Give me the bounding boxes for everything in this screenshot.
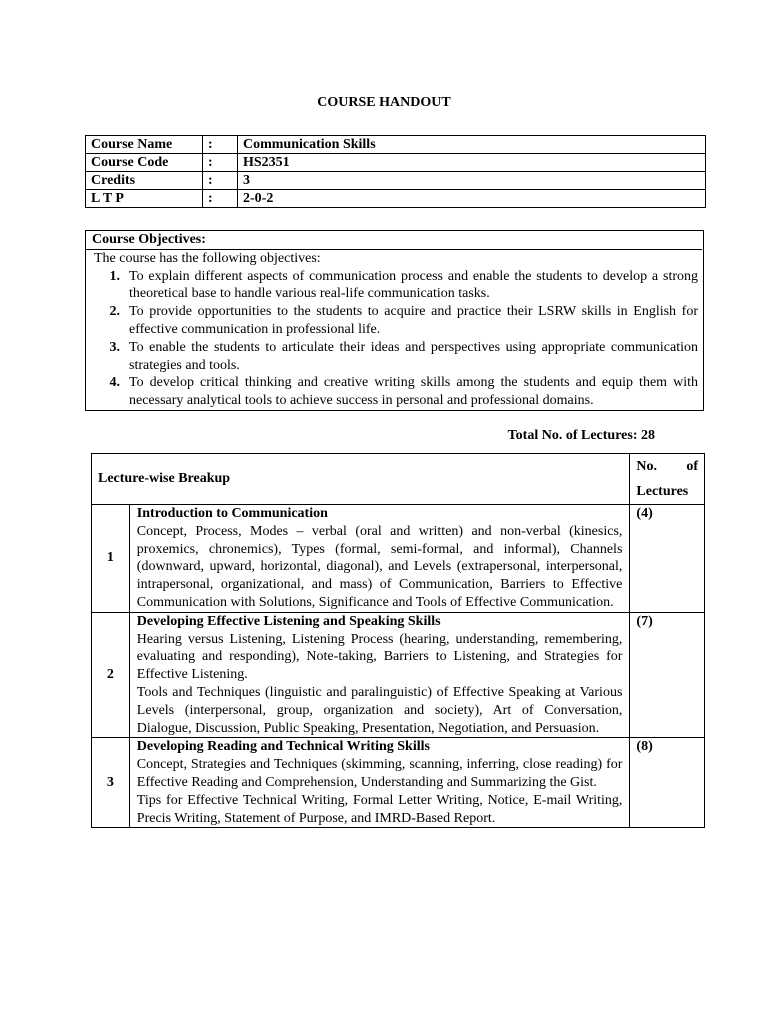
unit-description: [129, 612, 630, 738]
unit-lectures: (4): [630, 505, 705, 613]
unit-content: Tools and Techniques (linguistic and paralinguistic) of Effective Speaking at Various Levels (interpersonal, group, organization and society), Art of Conversation, Dialogue, Discussion, Public Speaking, Presentation, Negotiation, and Persuasion.: [136, 684, 623, 736]
objective-text: To develop critical thinking and creative writing skills among the students and equip them with necessary analytical tools to achieve success in personal and professional domains.: [129, 375, 698, 409]
credits-row: [86, 172, 706, 190]
unit-lectures: (7): [630, 612, 705, 738]
lecture-breakup-table: [91, 453, 705, 828]
info-value: 2-0-2: [238, 190, 706, 208]
objective-item: [86, 303, 702, 339]
objective-number: 4.: [109, 375, 120, 391]
course-code-row: [86, 154, 706, 172]
objectives-intro: The course has the following objectives:: [94, 250, 321, 266]
page-title: COURSE HANDOUT: [317, 95, 451, 110]
info-label: Course Name: [86, 136, 203, 154]
unit-row: [92, 612, 705, 738]
objective-item: [86, 268, 702, 304]
breakup-header-row: [92, 454, 705, 505]
course-name-row: [86, 136, 706, 154]
objective-text: To provide opportunities to the students to acquire and practice their LSRW skills in English for effective communication in professional life.: [129, 304, 698, 337]
unit-content: Tips for Effective Technical Writing, Formal Letter Writing, Notice, E-mail Writing, Precis Writing, Statement of Purpose, and IMRD-Based Report.: [136, 792, 623, 826]
objective-item: [86, 374, 702, 410]
ltp-row: [86, 190, 706, 208]
unit-row: [92, 505, 705, 613]
unit-description: [129, 738, 630, 828]
unit-number: 2: [92, 612, 130, 738]
unit-lectures: (8): [630, 738, 705, 828]
unit-title: Developing Reading and Technical Writing Skills: [136, 739, 430, 755]
objective-number: 1.: [109, 268, 120, 284]
unit-description: [129, 505, 630, 613]
info-value: 3: [238, 172, 706, 190]
total-lectures: Total No. of Lectures: 28: [507, 428, 655, 443]
objective-number: 3.: [109, 339, 120, 355]
objectives-list: [86, 268, 702, 410]
unit-number: 1: [92, 505, 130, 613]
objective-text: To explain different aspects of communication process and enable the students to develop a strong theoretical base to handle various real-life communication tasks.: [129, 268, 698, 302]
info-label: L T P: [86, 190, 203, 208]
breakup-header-lectures: No. of Lectures: [630, 454, 705, 505]
unit-content: Concept, Process, Modes – verbal (oral and written) and non-verbal (kinesics, proxemics, chronemics), Types (formal, semi-formal, and informal), Channels (downward, upward, horizontal, diagonal), and Levels (extrapersonal, interpersonal, intrapersonal, organizational, and mass) of Communication, Barriers to Effective Communication with Solutions, Significance and Tools of Effective Communication.: [136, 523, 623, 610]
objective-text: To enable the students to articulate their ideas and perspectives using appropriate communication strategies and tools.: [129, 339, 698, 373]
course-objectives-box: [85, 230, 704, 411]
info-separator: :: [203, 172, 238, 190]
unit-row: [92, 738, 705, 828]
info-separator: :: [203, 190, 238, 208]
info-separator: :: [203, 154, 238, 172]
info-label: Course Code: [86, 154, 203, 172]
unit-title: Developing Effective Listening and Speaking Skills: [136, 613, 441, 629]
course-info-table: [85, 135, 706, 208]
info-value: Communication Skills: [238, 136, 706, 154]
unit-content: Concept, Strategies and Techniques (skimming, scanning, inferring, close reading) for Effective Reading and Comprehension, Understanding and Summarizing the Gist.: [136, 757, 623, 790]
unit-title: Introduction to Communication: [136, 506, 328, 521]
objective-item: [86, 339, 702, 375]
unit-content: Hearing versus Listening, Listening Process (hearing, understanding, remembering, evaluating and responding), Note-taking, Barriers to Listening, and Strategies for Effective Listening.: [136, 631, 623, 683]
objectives-heading: Course Objectives:: [86, 231, 702, 250]
info-separator: :: [203, 136, 238, 154]
info-value: HS2351: [238, 154, 706, 172]
breakup-header-label: Lecture-wise Breakup: [92, 454, 630, 505]
info-label: Credits: [86, 172, 203, 190]
objective-number: 2.: [109, 304, 120, 320]
unit-number: 3: [92, 738, 130, 828]
